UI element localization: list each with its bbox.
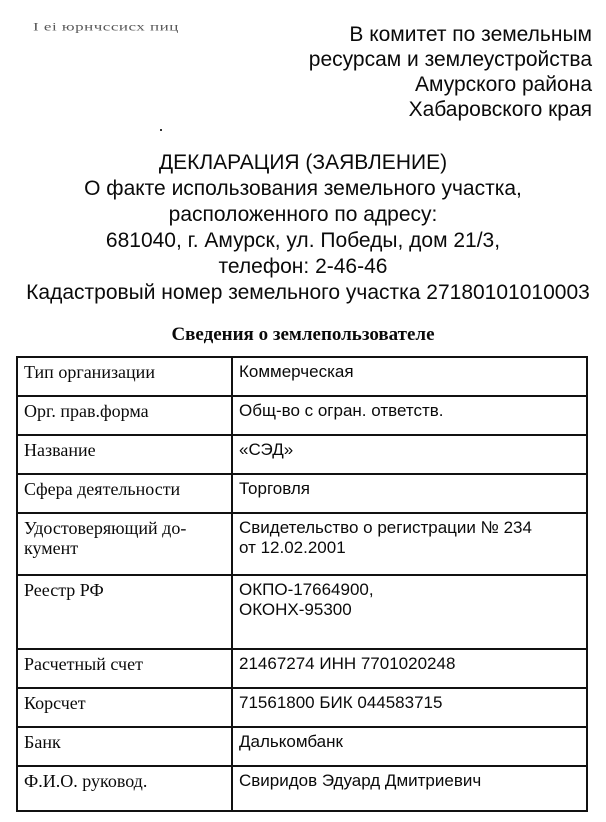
field-label: Название [17,435,232,474]
field-label: Расчетный счет [17,649,232,688]
declaration-heading [0,150,606,306]
section-title: Сведения о землепользователе [171,324,435,345]
declaration-line: О факте использования земельного участка, [84,177,522,200]
declaration-line: 681040, г. Амурск, ул. Победы, дом 21/3, [105,229,501,252]
field-label: Банк [17,727,232,766]
land-user-info-table [16,356,588,812]
table-row [17,513,587,575]
declaration-line: телефон: 2-46-46 [218,255,388,278]
addressee-line: Амурского района [415,73,592,96]
addressee-block [272,22,592,122]
field-label: Реестр РФ [17,575,232,649]
declaration-line: расположенного по адресу: [168,203,438,226]
field-label: Сфера деятельности [17,474,232,513]
field-label: Ф.И.О. руковод. [17,766,232,811]
addressee-line: В комитет по земельным [349,23,592,46]
field-label: Корсчет [17,688,232,727]
table-row [17,474,587,513]
faded-header-text: I ei юрнчссисх пиц [33,20,179,34]
field-label: Орг. прав.форма [17,396,232,435]
field-value: Далькомбанк [232,727,587,766]
field-value: Свидетельство о регистрации № 234 от 12.02.2001 [232,513,587,575]
table-row [17,396,587,435]
field-value: Свиридов Эдуард Дмитриевич [232,766,587,811]
scan-speck [160,129,162,131]
table-row [17,727,587,766]
table-row [17,575,587,649]
field-label: Тип организации [17,357,232,396]
declaration-title: ДЕКЛАРАЦИЯ (ЗАЯВЛЕНИЕ) [158,151,448,174]
table-row [17,649,587,688]
field-value: Торговля [232,474,587,513]
field-value: «СЭД» [232,435,587,474]
table-row [17,688,587,727]
addressee-line: Хабаровского края [408,98,592,121]
field-value: 71561800 БИК 044583715 [232,688,587,727]
field-value: Коммерческая [232,357,587,396]
addressee-line: ресурсам и землеустройства [308,48,592,71]
field-value: 21467274 ИНН 7701020248 [232,649,587,688]
field-value: ОКПО-17664900, ОКОНХ-95300 [232,575,587,649]
table-row [17,357,587,396]
table-row [17,766,587,811]
field-label: Удостоверяющий до- кумент [17,513,232,575]
field-value: Общ-во с огран. ответств. [232,396,587,435]
cadastral-number-line: Кадастровый номер земельного участка 27180101010003 [26,281,590,304]
table-row [17,435,587,474]
